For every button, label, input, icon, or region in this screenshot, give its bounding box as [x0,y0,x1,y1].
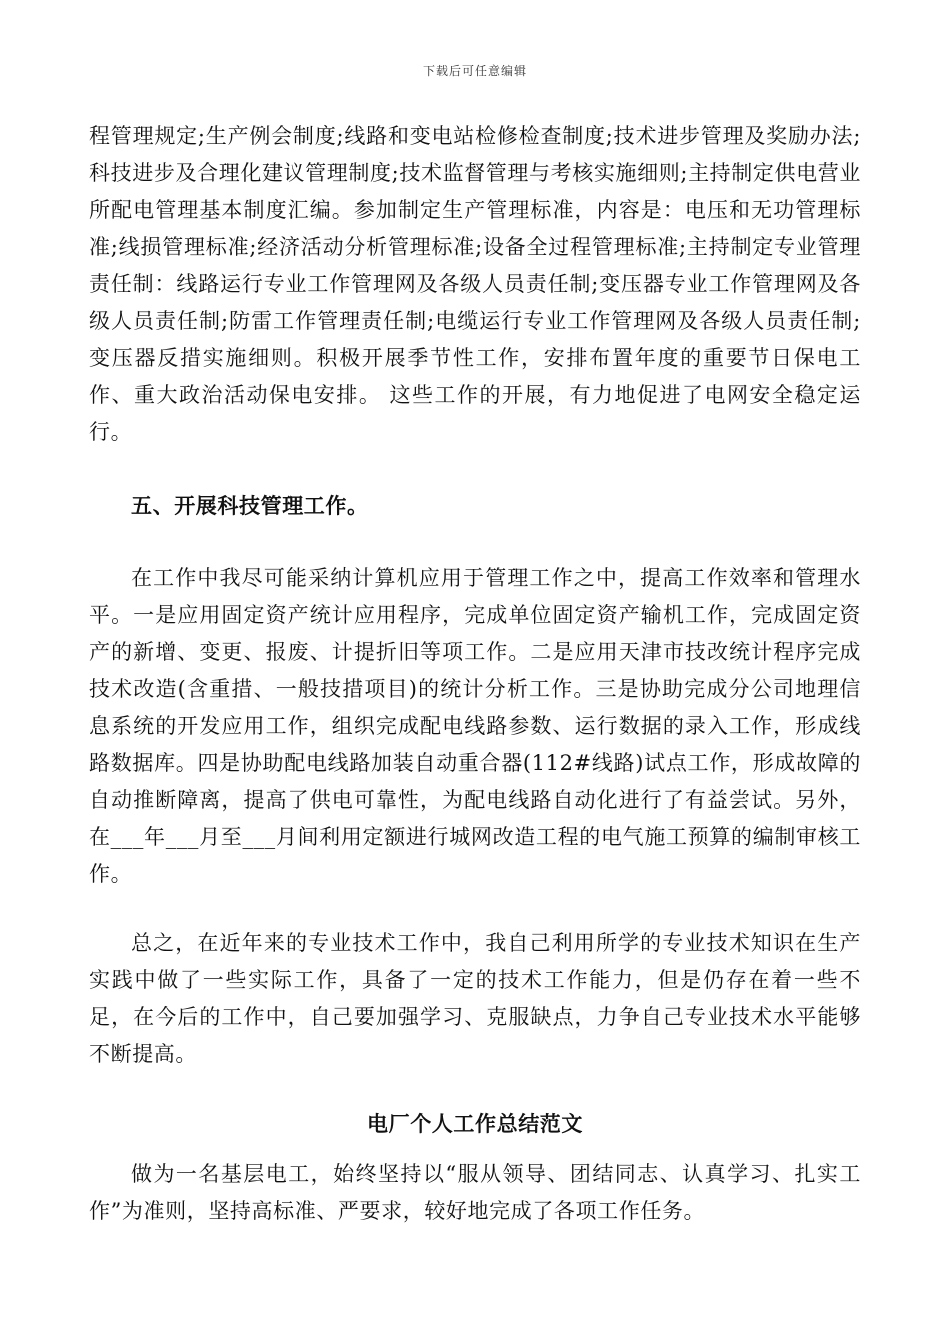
spacer [89,451,861,487]
document-title: 电厂个人工作总结范文 [367,1111,583,1136]
section-heading: 五、开展科技管理工作。 [131,493,369,518]
summary-paragraph: 总之，在近年来的专业技术工作中，我自己利用所学的专业技术知识在生产实践中做了一些实际工作，具备了一定的技术工作能力，但是仍存在着一些不足，在今后的工作中，自己要加强学习、克服缺点，力争自己专业技术水平能够不断提高。 [89,931,861,1066]
spacer [89,893,861,925]
intro-paragraph: 做为一名基层电工，始终坚持以“服从领导、团结同志、认真学习、扎实工作”为准则，坚持高标准、严要求，较好地完成了各项工作任务。 [89,1162,861,1223]
continued-paragraph: 程管理规定;生产例会制度;线路和变电站检修检查制度;技术进步管理及奖励办法;科技进步及合理化建议管理制度;技术监督管理与考核实施细则;主持制定供电营业所配电管理基本制度汇编。参加制定生产管理标准，内容是：电压和无功管理标准;线损管理标准;经济活动分析管理标准;设备全过程管理标准;主持制定专业管理责任制：线路运行专业工作管理网及各级人员责任制;变压器专业工作管理网及各级人员责任制;防雷工作管理责任制;电缆运行专业工作管理网及各级人员责任制;变压器反措实施细则。积极开展季节性工作，安排布置年度的重要节日保电工作、重大政治活动保电安排。 这些工作的开展，有力地促进了电网安全稳定运行。 [89,124,861,444]
document-body [89,118,861,1230]
header-note: 下载后可任意编辑 [422,64,527,78]
spacer [89,1073,861,1105]
spacer [89,524,861,560]
spacer [89,1142,861,1156]
section-paragraph: 在工作中我尽可能采纳计算机应用于管理工作之中，提高工作效率和管理水平。一是应用固定资产统计应用程序，完成单位固定资产输机工作，完成固定资产的新增、变更、报废、计提折旧等项工作。二是应用天津市技改统计程序完成技术改造(含重措、一般技措项目)的统计分析工作。三是协助完成分公司地理信息系统的开发应用工作，组织完成配电线路参数、运行数据的录入工作，形成线路数据库。四是协助配电线路加装自动重合器(112#线路)试点工作，形成故障的自动推断障离，提高了供电可靠性，为配电线路自动化进行了有益尝试。另外，在___年___月至___月间利用定额进行城网改造工程的电气施工预算的编制审核工作。 [89,566,861,886]
